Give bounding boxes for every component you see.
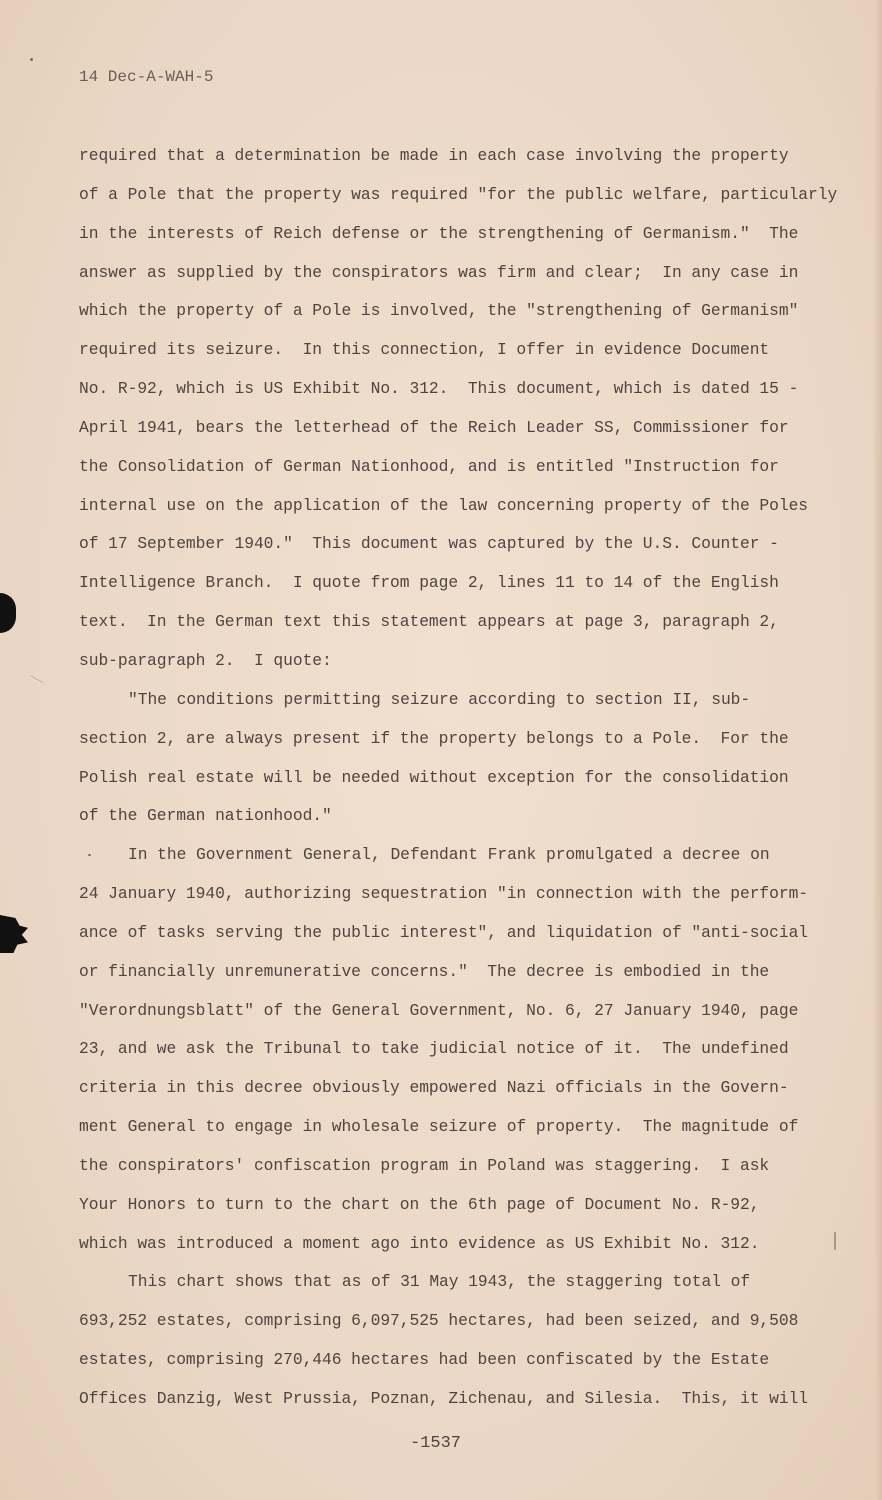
text-line: in the interests of Reich defense or the strengthening of Germanism." The bbox=[79, 223, 799, 243]
text-line: ance of tasks serving the public interest", and liquidation of "anti-social bbox=[79, 922, 809, 942]
quote-line: of the German nationhood." bbox=[79, 806, 332, 826]
paper-speck bbox=[30, 58, 33, 61]
text-line: required its seizure. In this connection, I offer in evidence Document bbox=[79, 340, 770, 360]
text-line: of 17 September 1940." This document was captured by the U.S. Counter - bbox=[79, 534, 779, 554]
quote-line: section 2, are always present if the property belongs to a Pole. For the bbox=[79, 728, 789, 748]
text-line: 24 January 1940, authorizing sequestration "in connection with the perform- bbox=[79, 884, 809, 904]
text-line: which was introduced a moment ago into evidence as US Exhibit No. 312. bbox=[79, 1233, 760, 1253]
document-body bbox=[79, 141, 849, 1423]
text-line: required that a determination be made in each case involving the property bbox=[79, 146, 789, 165]
text-line: criteria in this decree obviously empowered Nazi officials in the Govern- bbox=[79, 1078, 789, 1098]
punch-hole bbox=[0, 593, 16, 633]
text-line: "Verordnungsblatt" of the General Government, No. 6, 27 January 1940, page bbox=[79, 1000, 799, 1020]
punch-hole-torn bbox=[0, 915, 28, 953]
text-line: answer as supplied by the conspirators was firm and clear; In any case in bbox=[79, 262, 799, 282]
text-line: Intelligence Branch. I quote from page 2, lines 11 to 14 of the English bbox=[79, 573, 779, 593]
quote-line: "The conditions permitting seizure according to section II, sub- bbox=[128, 689, 751, 709]
text-line: the conspirators' confiscation program in Poland was staggering. I ask bbox=[79, 1155, 770, 1175]
paper-speck bbox=[30, 675, 43, 683]
text-line: ment General to engage in wholesale seizure of property. The magnitude of bbox=[79, 1117, 799, 1137]
text-line: sub-paragraph 2. I quote: bbox=[79, 650, 332, 670]
text-line: In the Government General, Defendant Frank promulgated a decree on bbox=[128, 845, 770, 865]
text-line: which the property of a Pole is involved, the "strengthening of Germanism" bbox=[79, 301, 799, 321]
text-line: of a Pole that the property was required "for the public welfare, particularly bbox=[79, 184, 838, 204]
text-line: Offices Danzig, West Prussia, Poznan, Zichenau, and Silesia. This, it will bbox=[79, 1389, 809, 1408]
text-line: text. In the German text this statement appears at page 3, paragraph 2, bbox=[79, 612, 779, 632]
document-header-code: 14 Dec-A-WAH-5 bbox=[79, 68, 214, 86]
text-line: 693,252 estates, comprising 6,097,525 hectares, had been seized, and 9,508 bbox=[79, 1311, 799, 1331]
text-line: No. R-92, which is US Exhibit No. 312. This document, which is dated 15 - bbox=[79, 379, 799, 399]
text-line: or financially unremunerative concerns." The decree is embodied in the bbox=[79, 961, 770, 981]
text-line: internal use on the application of the law concerning property of the Poles bbox=[79, 495, 809, 515]
quote-line: Polish real estate will be needed without exception for the consolidation bbox=[79, 767, 789, 787]
text-line: April 1941, bears the letterhead of the Reich Leader SS, Commissioner for bbox=[79, 417, 789, 437]
text-line: Your Honors to turn to the chart on the 6th page of Document No. R-92, bbox=[79, 1194, 760, 1214]
text-line: 23, and we ask the Tribunal to take judicial notice of it. The undefined bbox=[79, 1039, 789, 1059]
text-line: This chart shows that as of 31 May 1943, the staggering total of bbox=[128, 1272, 751, 1292]
page-number: -1537 bbox=[410, 1434, 462, 1453]
page-edge-shadow bbox=[874, 0, 882, 1500]
text-line: the Consolidation of German Nationhood, and is entitled "Instruction for bbox=[79, 456, 779, 476]
text-line: estates, comprising 270,446 hectares had been confiscated by the Estate bbox=[79, 1350, 770, 1370]
